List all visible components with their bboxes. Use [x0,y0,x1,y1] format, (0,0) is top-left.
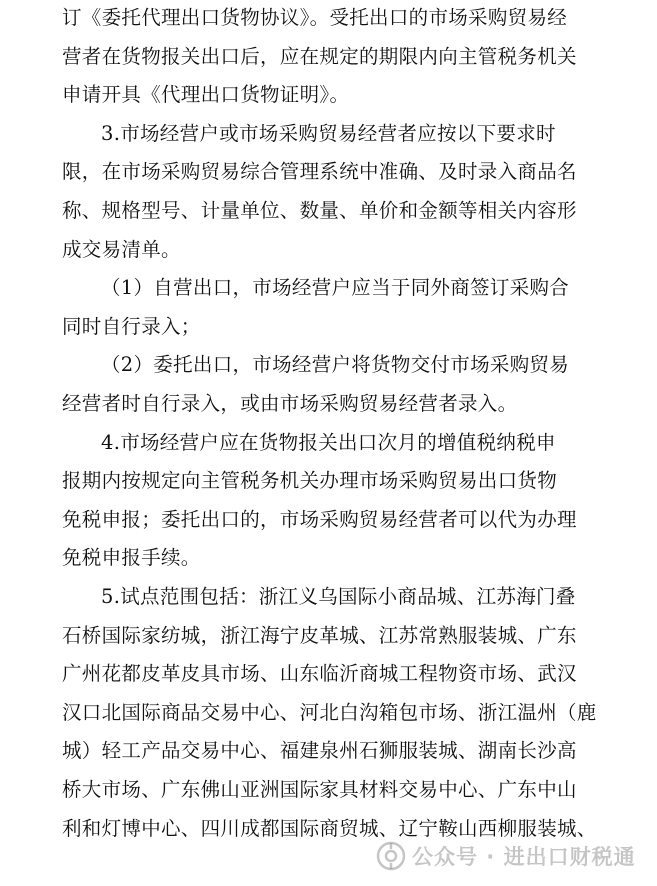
text-line: 经营者时自行录入，或由市场采购贸易经营者录入。 [62,392,518,415]
paragraph-4-start: 4.市场经营户应在货物报关出口次月的增值税纳税申 [101,430,556,454]
text-line: 利和灯博中心、四川成都国际商贸城、辽宁鞍山西柳服装城、 [62,816,597,840]
paragraph-5-start: 5.试点范围包括：浙江义乌国际小商品城、江苏海门叠 [101,585,576,608]
watermark [376,836,636,876]
paragraph-3-start: 3.市场经营户或市场采购贸易经营者应按以下要求时 [101,121,556,145]
text-line: 石桥国际家纺城，浙江海宁皮革城、江苏常熟服装城、广东 [62,623,577,647]
text-line: 称、规格型号、计量单位、数量、单价和金额等相关内容形 [62,199,577,222]
text-line: 免税申报手续。 [62,546,201,570]
item-2-start: （2）委托出口，市场经营户将货物交付市场采购贸易 [101,353,570,377]
text-line: 桥大市场、广东佛山亚洲国际家具材料交易中心、广东中山 [62,778,577,801]
text-line: 汉口北国际商品交易中心、河北白沟箱包市场、浙江温州（鹿 [62,700,597,724]
text-line: 订《委托代理出口货物协议》。受托出口的市场采购贸易经 [62,6,568,29]
text-line: 成交易清单。 [62,237,181,261]
watermark-text: 公众号 · 进出口财税通 [412,845,636,869]
text-line: 限，在市场采购贸易综合管理系统中准确、及时录入商品名 [62,160,577,184]
item-1-start: （1）自营出口，市场经营户应当于同外商签订采购合 [101,276,570,300]
text-line: 同时自行录入； [62,314,201,338]
text-line: 广州花都皮革皮具市场、山东临沂商城工程物资市场、武汉 [62,662,577,686]
text-line: 申请开具《代理出口货物证明》。 [62,83,350,107]
wechat-official-account-icon [376,841,406,871]
text-line: 报期内按规定向主管税务机关办理市场采购贸易出口货物 [62,469,558,493]
text-line: 城）轻工产品交易中心、福建泉州石狮服装城、湖南长沙高 [62,739,577,763]
text-line: 免税申报；委托出口的，市场采购贸易经营者可以代为办理 [62,507,577,531]
text-line: 营者在货物报关出口后，应在规定的期限内向主管税务机关 [62,44,577,68]
